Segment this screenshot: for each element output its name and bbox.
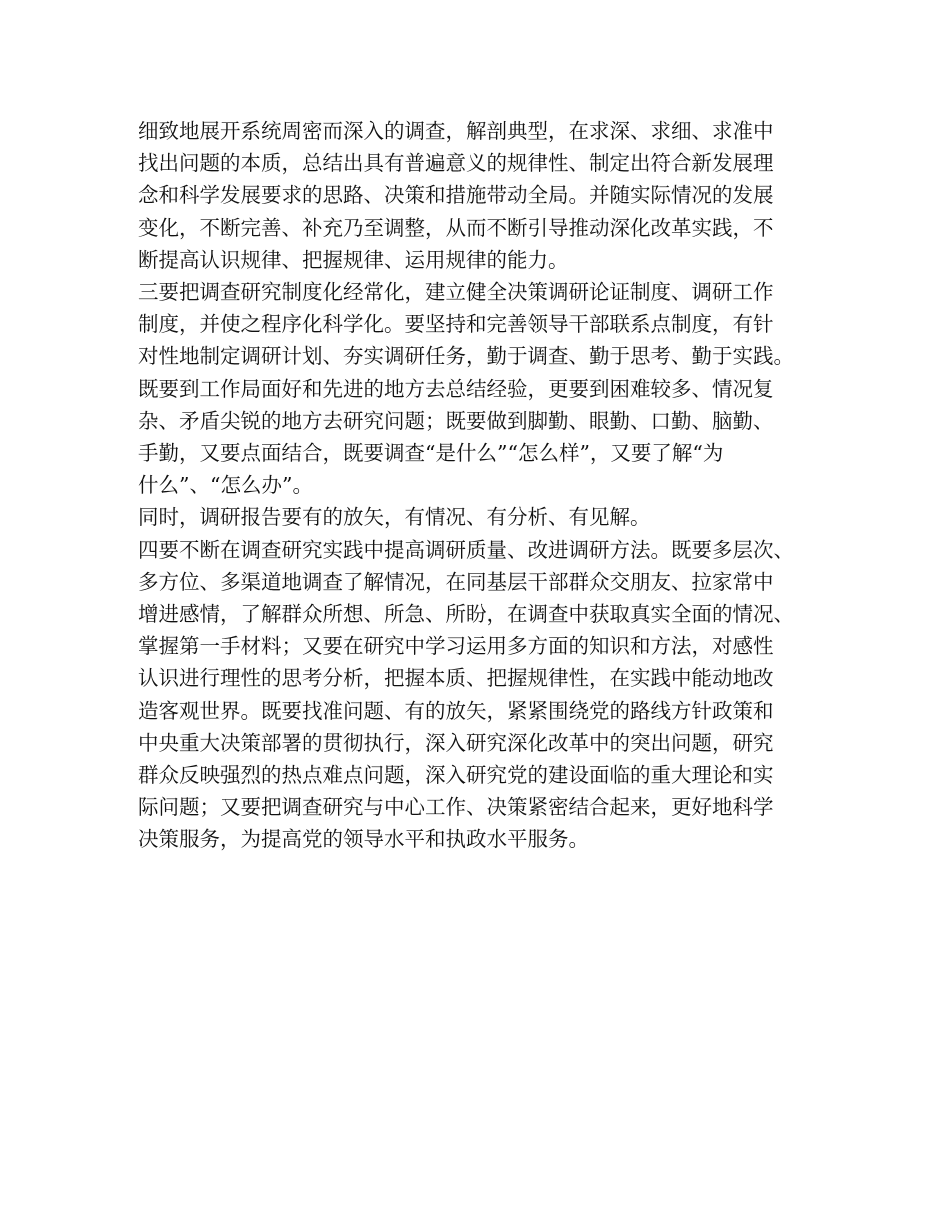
paragraph-2 <box>138 276 818 501</box>
text-line: 什么”、“怎么办”。 <box>138 473 313 498</box>
text-line: 多方位、多渠道地调查了解情况，在同基层干部群众交朋友、拉家常中 <box>138 569 774 594</box>
text-line: 增进感情，了解群众所想、所急、所盼，在调查中获取真实全面的情况、 <box>138 602 794 627</box>
text-line: 同时，调研报告要有的放矢，有情况、有分析、有见解。 <box>138 505 651 530</box>
paragraph-3 <box>138 501 818 533</box>
text-line: 认识进行理性的思考分析，把握本质、把握规律性，在实践中能动地改 <box>138 666 774 691</box>
text-line: 对性地制定调研计划、夯实调研任务，勤于调查、勤于思考、勤于实践。 <box>138 344 794 369</box>
text-line: 杂、矛盾尖锐的地方去研究问题；既要做到脚勤、眼勤、口勤、脑勤、 <box>138 408 774 433</box>
text-line: 断提高认识规律、把握规律、运用规律的能力。 <box>138 247 569 272</box>
text-line: 掌握第一手材料；又要在研究中学习运用多方面的知识和方法，对感性 <box>138 634 774 659</box>
paragraph-4 <box>138 534 818 856</box>
text-line: 中央重大决策部署的贯彻执行，深入研究深化改革中的突出问题，研究 <box>138 730 774 755</box>
text-line: 找出问题的本质，总结出具有普遍意义的规律性、制定出符合新发展理 <box>138 151 774 176</box>
text-line: 际问题；又要把调查研究与中心工作、决策紧密结合起来，更好地科学 <box>138 795 774 820</box>
text-line: 造客观世界。既要找准问题、有的放矢，紧紧围绕党的路线方针政策和 <box>138 698 774 723</box>
paragraph-1 <box>138 115 818 276</box>
text-line: 四要不断在调查研究实践中提高调研质量、改进调研方法。既要多层次、 <box>138 537 794 562</box>
text-line: 既要到工作局面好和先进的地方去总结经验，更要到困难较多、情况复 <box>138 376 774 401</box>
document-body <box>138 115 818 856</box>
text-line: 决策服务，为提高党的领导水平和执政水平服务。 <box>138 827 589 852</box>
text-line: 制度，并使之程序化科学化。要坚持和完善领导干部联系点制度，有针 <box>138 312 774 337</box>
text-line: 变化，不断完善、补充乃至调整，从而不断引导推动深化改革实践，不 <box>138 215 774 240</box>
text-line: 念和科学发展要求的思路、决策和措施带动全局。并随实际情况的发展 <box>138 183 774 208</box>
text-line: 细致地展开系统周密而深入的调查，解剖典型，在求深、求细、求准中 <box>138 119 774 143</box>
text-line: 三要把调查研究制度化经常化，建立健全决策调研论证制度、调研工作 <box>138 280 774 305</box>
text-line: 群众反映强烈的热点难点问题，深入研究党的建设面临的重大理论和实 <box>138 763 774 788</box>
text-line: 手勤，又要点面结合，既要调查“是什么”“怎么样”，又要了解“为 <box>138 441 724 466</box>
